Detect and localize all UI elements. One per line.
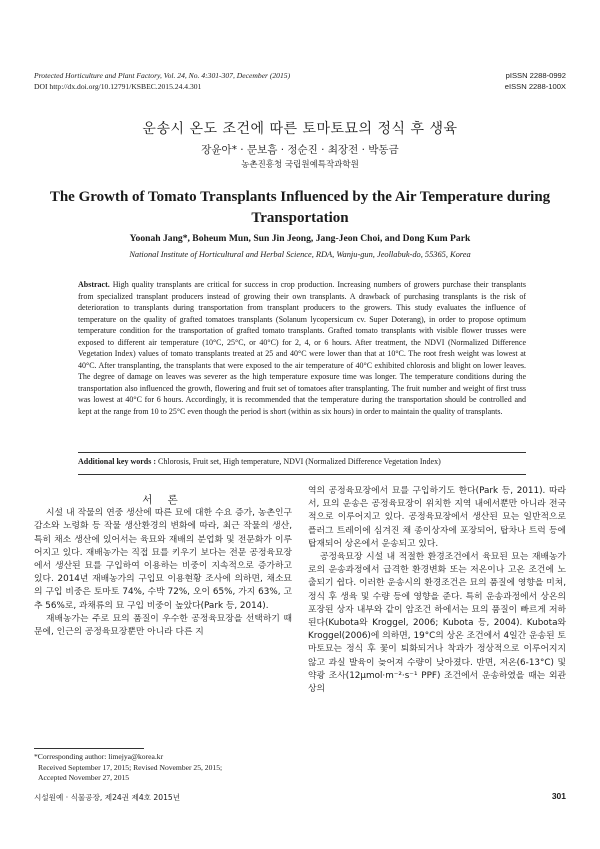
english-title: The Growth of Tomato Transplants Influenced by the Air Temperature during Transportation xyxy=(49,189,551,226)
keywords-text: Chlorosis, Fruit set, High temperature, NDVI (Normalized Difference Vegetation Index) xyxy=(158,457,441,466)
abstract xyxy=(78,279,526,417)
korean-title: 운송시 온도 조건에 따른 토마토묘의 정식 후 생육 xyxy=(142,121,458,137)
keywords xyxy=(78,457,526,466)
abstract-label: Abstract. xyxy=(78,280,110,289)
korean-affiliation: 농촌진흥청 국립원예특작과학원 xyxy=(241,160,359,170)
doi-line[interactable]: DOI http://dx.doi.org/10.12791/KSBEC.2015.24.4.301 xyxy=(34,82,202,91)
body-right-column xyxy=(308,485,566,696)
pissn: pISSN 2288-0992 xyxy=(505,71,566,80)
received-date: Received September 17, 2015; Revised November 25, 2015; xyxy=(38,762,223,772)
keywords-label: Additional key words : xyxy=(78,457,157,466)
body-paragraph: 공정육묘장 시설 내 적절한 환경조건에서 육묘된 묘는 재배농가로의 운송과정에서 급격한 환경변화 또는 저온이나 고온 조건에 노출되기 쉽다. 이러한 운송시의 환경조건은 묘의 품질에 영향을 미쳐, 정식 후 생육 및 수량 등에 영향을 준다. 특히 운송과정에서 상온의 포장된 상자 내부와 같이 암조건 하에서는 묘의 품질이 빠르게 저하된다(Kubota와 Kroggel, 2006; Kubota 등, 2004). Kubota와 Kroggel(2006)에 의하면, 19°C의 상온 조건에서 4일간 운송된 토마토묘는 정식 후 꽃이 퇴화되거나 착과가 정상적으로 이루어지지 않고 과실 발육이 늦어져 수량이 낮아졌다. 반면, 저온(6-13°C) 및 약광 조사(12μmol·m⁻²·s⁻¹ PPF) 조건에서 운송하였을 때는 외관상의 xyxy=(308,552,566,695)
body-paragraph: 역의 공정육묘장에서 묘를 구입하기도 한다(Park 등, 2011). 따라서, 묘의 운송은 공정육묘장이 위치한 지역 내에서뿐만 아니라 전국적으로 이루어지고 있다. 공정육묘장에서 생산된 묘는 일반적으로 플러그 트레이에 심겨진 채 종이상자에 포장되어, 탑차나 트럭 등에 탑재되어 상온에서 운송되고 있다. xyxy=(308,486,566,549)
issn-block xyxy=(505,70,566,92)
eissn: eISSN 2288-100X xyxy=(504,82,566,91)
body-paragraph: 시설 내 작물의 연중 생산에 따른 묘에 대한 수요 증가, 농촌인구 감소와 노령화 등 작물 생산환경의 변화에 따라, 최근 작물의 생산, 특히 채소 생산에 있어서는 육묘와 재배의 분업화 및 전문화가 이루어지고 있다. 재배농가는 직접 묘를 키우기 보다는 전문 공정육묘장에서 생산된 묘를 구입하여 이용하는 비중이 지속적으로 증가하고 있다. 2014년 재배농가의 구입묘 이용현황 조사에 의하면, 채소묘의 구입 비중은 토마토 74%, 수박 72%, 오이 65%, 가지 63%, 고추 56%로, 과채류의 묘 구입 비중이 높았다(Park 등, 2014). xyxy=(34,508,292,611)
footer-journal: 시설원예 · 식물공장, 제24권 제4호 2015년 xyxy=(34,793,181,802)
section-heading-introduction: 서 론 xyxy=(142,494,184,506)
keywords-top-rule xyxy=(78,452,526,453)
english-affiliation: National Institute of Horticultural and Herbal Science, RDA, Wanju-gun, Jeollabuk-do, 55365, Korea xyxy=(129,250,471,259)
footnote-rule xyxy=(34,748,144,749)
journal-header xyxy=(34,70,290,92)
accepted-date: Accepted November 27, 2015 xyxy=(38,773,130,782)
keywords-bottom-rule xyxy=(78,474,526,475)
english-authors: Yoonah Jang*, Boheum Mun, Sun Jin Jeong, Jang-Jeon Choi, and Dong Kum Park xyxy=(129,233,471,244)
abstract-text: High quality transplants are critical for success in crop production. Increasing numbers of growers purchase their transplants from specialized transplant producers instead of growing their own transplants. A drawback of purchasing transplants is the risk of deterioration to transplants during transportation from transplant producers to the growers. This study evaluates the influence of temperature on the quality of grafted tomatoes transplants (Solanum lycopersicum cv. Super Doterang), in order to propose optimum temperature condition for the transportation of grafted tomato transplants. Grafted tomato transplants with visible flower trusses were exposed to different air temperature (10°C, 25°C, or 40°C) for 2, 4, or 6 hours. After treatment, the NDVI (Normalized Difference Vegetation Index) values of tomato transplants treated at 25 and 40°C were lower than that at 10°C. The root fresh weight was lowest at 40°C. After transplanting, the transplants that were exposed to the air temperature of 40°C exhibited chlorosis and blight on lower leaves. The degree of damage on leaves was severer as the high temperature exposure time was longer. The temperature conditions during the transportation also influenced the growth, flowering and fruit set of tomatoes after transplanting. The fruit number and weight of first truss was lowest at 40°C for 6 hours. Accordingly, it is recommended that the temperature during the transportation should be controlled and kept at the range from 10 to 25°C even though the period is short (within as six hours) in order to maintain the quality of transplants. xyxy=(78,280,526,416)
footnote xyxy=(34,752,296,784)
body-paragraph: 재배농가는 주로 묘의 품질이 우수한 공정육묘장을 선택하기 때문에, 인근의 공정육묘장뿐만 아니라 다른 지 xyxy=(34,613,292,638)
corresponding-author[interactable]: *Corresponding author: limejya@korea.kr xyxy=(34,752,164,761)
journal-citation: Protected Horticulture and Plant Factory, Vol. 24, No. 4:301-307, December (2015) xyxy=(34,71,291,80)
page-number: 301 xyxy=(551,791,566,801)
body-left-column xyxy=(34,494,292,639)
korean-authors: 장윤아* · 문보흠 · 정순진 · 최장전 · 박동금 xyxy=(201,144,399,156)
